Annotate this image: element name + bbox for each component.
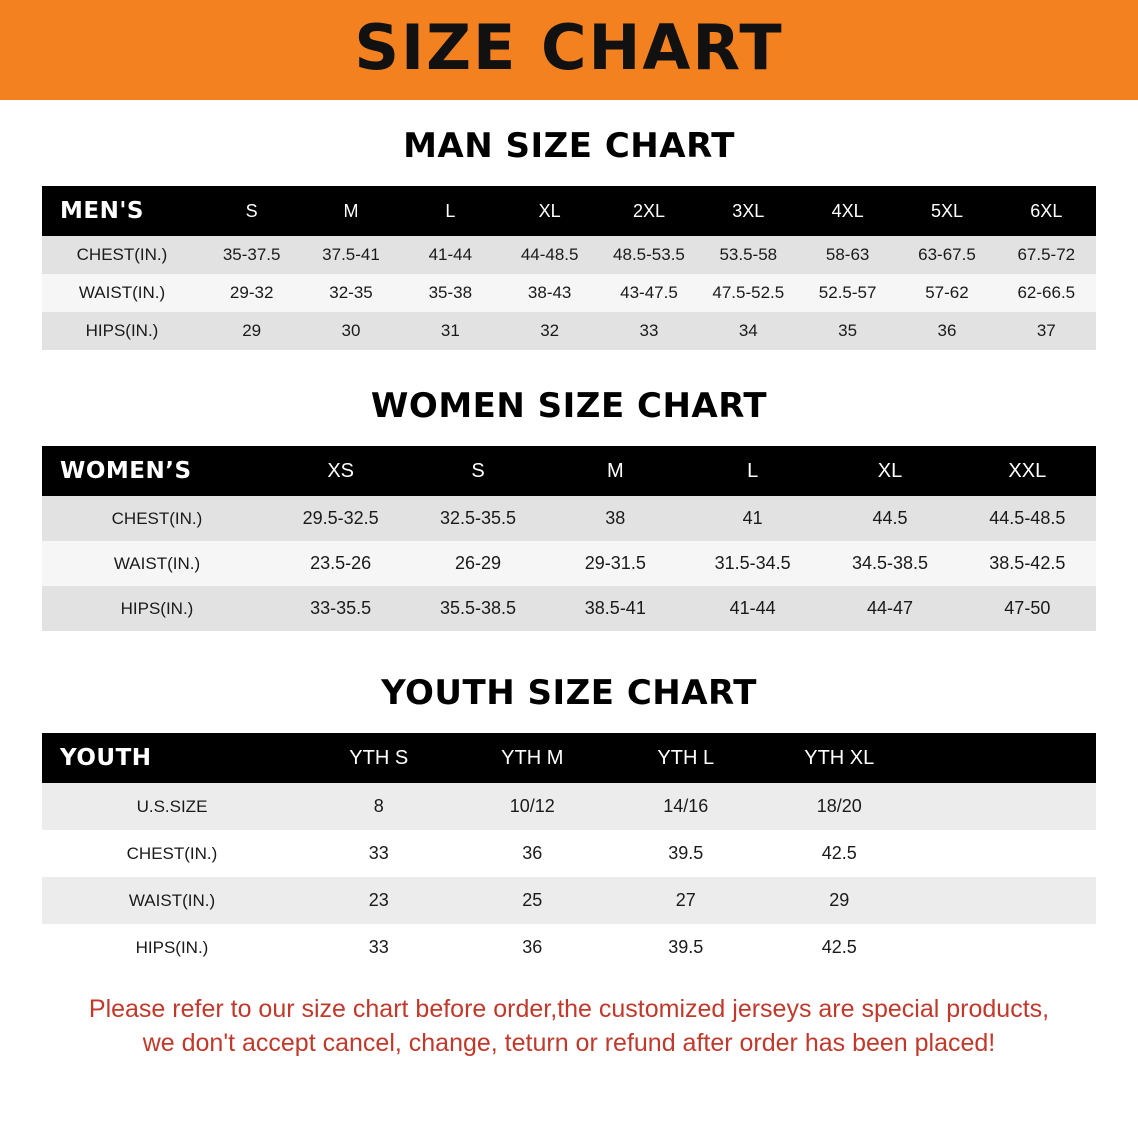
cell: 52.5-57	[818, 283, 877, 302]
cell: 33	[639, 321, 659, 340]
youth-table-wrap	[42, 733, 1096, 971]
cell: 47.5-52.5	[712, 283, 785, 302]
cell: 37.5-41	[322, 245, 380, 264]
cell-spacer	[916, 830, 1096, 877]
cell: 34	[738, 321, 758, 340]
man-header-label: MEN'S	[60, 198, 144, 224]
row-label: WAIST(IN.)	[128, 890, 216, 910]
man-section-heading: MAN SIZE CHART	[403, 126, 735, 166]
cell: 34.5-38.5	[851, 553, 928, 573]
cell: 39.5	[668, 937, 704, 957]
cell: 33	[368, 843, 389, 863]
women-table-wrap	[42, 446, 1096, 631]
youth-size-header: YTH M	[501, 746, 564, 769]
cell: 35-37.5	[222, 245, 281, 264]
man-size-table	[42, 186, 1096, 350]
cell: 41-44	[729, 598, 776, 618]
table-row	[42, 924, 1096, 971]
cell: 27	[675, 890, 696, 910]
women-size-table	[42, 446, 1096, 631]
cell: 41-44	[428, 245, 473, 264]
cell: 32.5-35.5	[439, 508, 517, 528]
cell: 44-47	[866, 598, 913, 618]
table-row	[42, 236, 1096, 274]
man-size-header: L	[445, 200, 456, 221]
cell: 35-38	[428, 283, 473, 302]
disclaimer-line-2: we don't accept cancel, change, teturn or refund after order has been placed!	[142, 1028, 996, 1057]
row-label: HIPS(IN.)	[135, 937, 209, 957]
cell: 39.5	[668, 843, 704, 863]
youth-size-header: YTH XL	[804, 746, 875, 769]
cell: 44.5	[872, 508, 908, 528]
cell: 23	[368, 890, 389, 910]
row-label: HIPS(IN.)	[85, 321, 159, 340]
table-row	[42, 877, 1096, 924]
youth-header-row	[42, 733, 1096, 783]
cell: 38.5-41	[584, 598, 646, 618]
cell-spacer	[916, 877, 1096, 924]
table-row	[42, 830, 1096, 877]
cell: 33-35.5	[310, 598, 372, 618]
cell: 18/20	[816, 796, 862, 816]
cell: 29	[242, 321, 262, 340]
cell-spacer	[916, 783, 1096, 830]
cell: 33	[368, 937, 389, 957]
cell: 29.5-32.5	[302, 508, 379, 528]
man-size-header: 2XL	[632, 200, 665, 221]
row-label: U.S.SIZE	[136, 796, 208, 816]
man-size-header: 4XL	[831, 200, 864, 221]
row-label: CHEST(IN.)	[111, 508, 203, 528]
cell: 35.5-38.5	[439, 598, 517, 618]
cell: 42.5	[821, 843, 857, 863]
row-label: WAIST(IN.)	[78, 283, 166, 302]
table-row	[42, 274, 1096, 312]
cell: 42.5	[821, 937, 857, 957]
cell: 8	[373, 796, 384, 816]
cell: 37	[1036, 321, 1056, 340]
women-section-heading: WOMEN SIZE CHART	[370, 386, 768, 426]
cell: 58-63	[825, 245, 870, 264]
man-header-row	[42, 186, 1096, 236]
youth-table-head	[42, 733, 1096, 783]
cell-spacer	[916, 924, 1096, 971]
cell: 53.5-58	[719, 245, 778, 264]
disclaimer-line-1: Please refer to our size chart before order,the customized jerseys are special products,	[88, 995, 1050, 1023]
cell: 30	[341, 321, 361, 340]
man-table-body	[42, 236, 1096, 350]
row-label: HIPS(IN.)	[120, 598, 194, 618]
man-size-header: XL	[538, 200, 561, 221]
women-size-header: L	[747, 459, 759, 482]
table-row	[42, 783, 1096, 830]
youth-size-header: YTH L	[657, 746, 715, 769]
man-table-wrap	[42, 186, 1096, 350]
youth-table-body	[42, 783, 1096, 971]
women-size-header: M	[606, 459, 624, 482]
banner	[0, 0, 1138, 100]
cell: 44-48.5	[520, 245, 579, 264]
cell: 63-67.5	[918, 245, 976, 264]
man-size-header: S	[245, 200, 258, 221]
women-header-row	[42, 446, 1096, 496]
youth-size-table	[42, 733, 1096, 971]
cell: 43-47.5	[620, 283, 678, 302]
cell: 14/16	[663, 796, 709, 816]
cell: 36	[522, 843, 543, 863]
row-label: CHEST(IN.)	[76, 245, 168, 264]
man-size-header: 6XL	[1030, 200, 1063, 221]
women-size-header: S	[471, 459, 485, 482]
row-label: CHEST(IN.)	[126, 843, 218, 863]
women-size-header: XS	[327, 459, 354, 482]
cell: 41	[742, 508, 763, 528]
women-table-body	[42, 496, 1096, 631]
cell: 32	[540, 321, 560, 340]
cell: 31	[440, 321, 460, 340]
women-header-label: WOMEN’S	[60, 458, 192, 484]
cell: 67.5-72	[1017, 245, 1076, 264]
cell: 44.5-48.5	[989, 508, 1066, 528]
cell: 10/12	[509, 796, 555, 816]
man-size-header: M	[343, 200, 359, 221]
cell: 62-66.5	[1017, 283, 1076, 302]
youth-section-heading: YOUTH SIZE CHART	[381, 673, 757, 713]
cell: 25	[522, 890, 543, 910]
cell: 38-43	[527, 283, 572, 302]
youth-header-spacer	[916, 733, 1096, 783]
cell: 31.5-34.5	[714, 553, 791, 573]
women-size-header: XL	[877, 459, 903, 482]
cell: 29	[829, 890, 850, 910]
cell: 26-29	[454, 553, 502, 573]
disclaimer-note	[36, 993, 1102, 1061]
cell: 36	[937, 321, 957, 340]
table-row	[42, 586, 1096, 631]
cell: 57-62	[925, 283, 969, 302]
row-label: WAIST(IN.)	[113, 553, 201, 573]
man-size-header: 5XL	[930, 200, 963, 221]
cell: 36	[522, 937, 543, 957]
cell: 38	[605, 508, 626, 528]
man-table-head	[42, 186, 1096, 236]
cell: 47-50	[1004, 598, 1051, 618]
youth-size-header: YTH S	[349, 746, 409, 769]
cell: 48.5-53.5	[613, 245, 685, 264]
banner-title: SIZE CHART	[354, 11, 784, 84]
cell: 23.5-26	[310, 553, 372, 573]
women-size-header: XXL	[1008, 459, 1047, 482]
table-row	[42, 496, 1096, 541]
cell: 35	[838, 321, 858, 340]
women-table-head	[42, 446, 1096, 496]
cell: 29-32	[229, 283, 274, 302]
cell: 32-35	[329, 283, 373, 302]
cell: 29-31.5	[584, 553, 646, 573]
table-row	[42, 312, 1096, 350]
table-row	[42, 541, 1096, 586]
man-size-header: 3XL	[732, 200, 765, 221]
cell: 38.5-42.5	[989, 553, 1066, 573]
youth-header-label: YOUTH	[60, 745, 152, 771]
